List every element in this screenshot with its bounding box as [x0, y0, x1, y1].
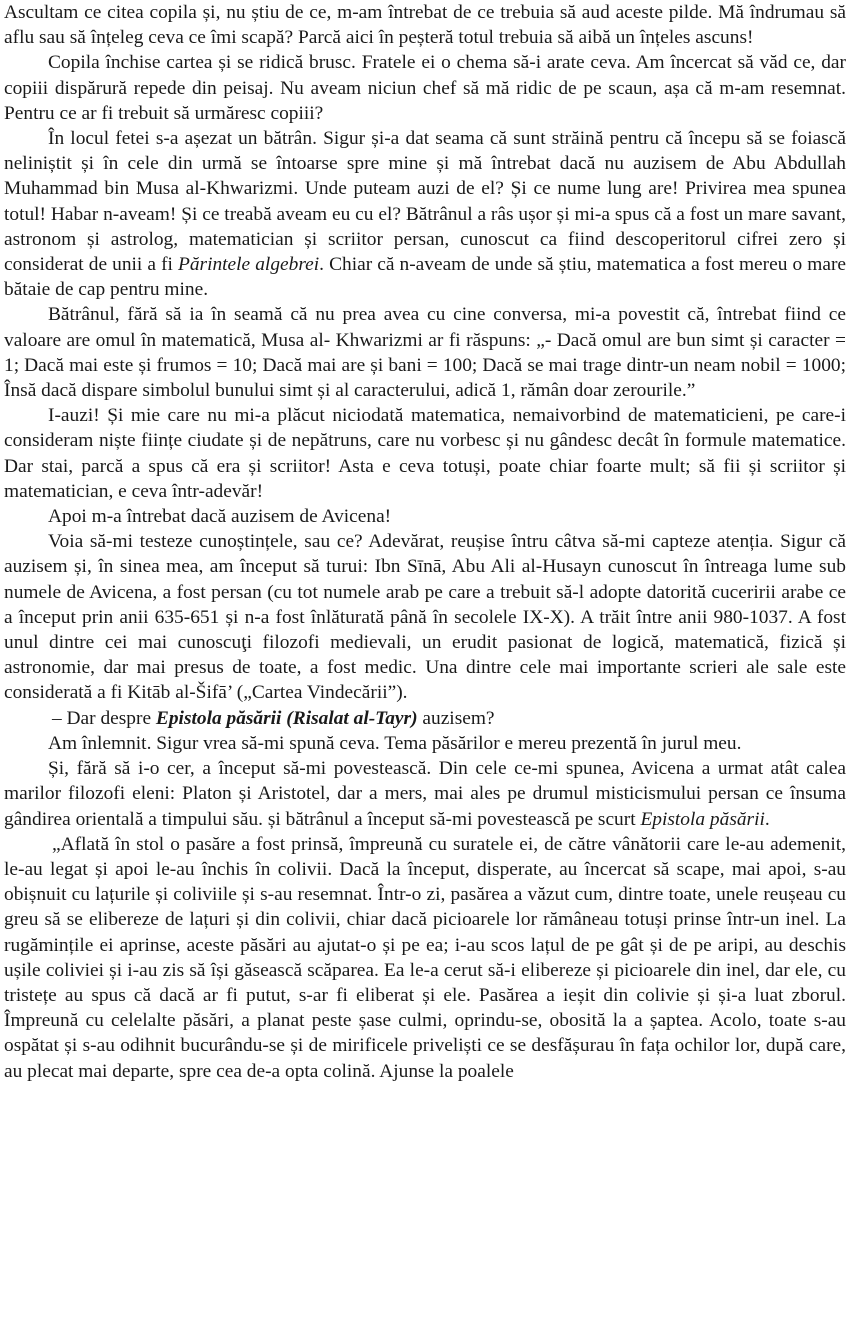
paragraph-6: Apoi m-a întrebat dacă auzisem de Avicena!	[48, 506, 392, 528]
paragraph-1: Ascultam ce citea copila și, nu știu de ce, m-am întrebat de ce trebuia să aud aceste pilde. Mă îndrumau să aflu sau să înțeleg ceva ce îmi scapă? Parcă aici în peșteră totul trebuia să aibă un înțeles ascuns!	[4, 2, 846, 49]
paragraph-8-text-b: auzisem?	[417, 707, 495, 729]
paragraph-9: Am înlemnit. Sigur vrea să-mi spună ceva. Tema păsărilor e mereu prezentă în jurul meu.	[48, 732, 742, 754]
paragraph-10-emphasis: Epistola păsării	[640, 808, 765, 830]
paragraph-5: I-auzi! Și mie care nu mi-a plăcut niciodată matematica, nemaivorbind de matematicieni, pe care-i consideram niște ființe ciudate și de nepătruns, care nu vorbesc și nu gândesc decât în formule matematice. Dar stai, parcă a spus că era și scriitor! Asta e ceva totuși, poate chiar foarte mult; să fii și scriitor și matematician, e ceva într-adevăr!	[4, 405, 846, 502]
paragraph-3-text-b: . Chiar că n-aveam de unde să știu, matematica a fost mereu o mare bătaie de cap pentru mine.	[4, 254, 847, 301]
paragraph-2: Copila închise cartea și se ridică brusc. Fratele ei o chema să-i arate ceva. Am încercat să văd ce, dar copiii dispărură repede din peisaj. Nu aveam niciun chef să mă ridic de pe scaun, așa că m-am resemnat. Pentru ce ar fi trebuit să urmăresc copiii?	[4, 52, 846, 124]
paragraph-10-text-a: Și, fără să i-o cer, a început să-mi povestească. Din cele ce-mi spunea, Avicena a urmat atât calea marilor filozofi eleni: Platon și Aristotel, dar a mers, mai ales pe drumul misticismului persan ce însuma gândirea orientală a timpului său. și bătrânul a început să-mi povestească pe scurt	[4, 758, 846, 830]
paragraph-10	[4, 756, 846, 832]
paragraph-10-text-b: .	[764, 808, 770, 830]
paragraph-11: „Aflată în stol o pasăre a fost prinsă, împreună cu suratele ei, de către vânătorii care le-au ademenit, le-au legat și apoi le-au închis în colivii. Dacă la început, disperate, au încercat să scape, mai apoi, s-au obișnuit cu lațurile și coliviile și s-au resemnat. Într-o zi, pasărea a văzut cum, dintre toate, unele reușeau cu greu să se elibereze de lațuri și din colivii, chiar dacă picioarele lor rămâneau totuși prinse într-un inel. La rugămințile ei aprinse, aceste păsări au ajutat-o și pe ea; i-au scos lațul de pe gât și de pe aripi, au deschis ușile coliviei și i-au zis să își găsească scăparea. Ea le-a cerut să-i elibereze și picioarele din inel, dar ele, cu tristețe au spus că dacă ar fi putut, s-ar fi eliberat și ele. Pasărea a ieșit din colivie și și-a luat zborul. Împreună cu celelalte păsări, a planat peste șase culmi, oprindu-se, obosită la a șaptea. Acolo, toate s-au ospătat și s-au odihnit bucurându-se și de mirificele priveliști ce se desfășurau în fața ochilor lor, după care, au plecat mai departe, spre cea de-a opta colină. Ajunse la poalele	[4, 833, 846, 1082]
paragraph-8-emphasis: Epistola păsării (Risalat al-Tayr)	[155, 707, 418, 729]
paragraph-3-emphasis: Părintele algebrei	[178, 254, 320, 276]
paragraph-7: Voia să-mi testeze cunoștințele, sau ce? Adevărat, reușise întru câtva să-mi capteze atenția. Sigur că auzisem și, în sinea mea, am început să turui: Ibn Sīnā, Abu Ali al-Husayn cunoscut în întreaga lume sub numele de Avicena, a fost persan (cu tot numele arab pe care a trebuit să-l adopte datorită cuceririi arabe ce a început prin anii 635-651 și n-a fost înlăturată până în secolele IX-X). A trăit între anii 980-1037. A fost unul dintre cei mai cunoscuţi filozofi medievali, un erudit pasionat de logică, matematică, fizică și astronomie, dar mai presus de toate, a fost medic. Una dintre cele mai importante scrieri ale sale este considerată a fi Kitāb al-Šifā’ („Cartea Vindecării”).	[4, 531, 846, 704]
paragraph-3-text-a: În locul fetei s-a așezat un bătrân. Sigur și-a dat seama că sunt străină pentru că începu să se foiască neliniștit și în cele din urmă se întoarse spre mine și mă întrebat dacă nu auzisem de Abu Abdullah Muhammad bin Musa al-Khwarizmi. Unde puteam auzi de el? Și ce nume lung are! Privirea mea spunea totul! Habar n-aveam! Și ce treabă aveam eu cu el? Bătrânul a râs ușor și mi-a spus că a fost un mare savant, astronom și astrolog, matematician și scriitor persan, cunoscut ca fiind descoperitorul cifrei zero și considerat de unii a fi	[4, 128, 846, 276]
paragraph-4: Bătrânul, fără să ia în seamă că nu prea avea cu cine conversa, mi-a povestit că, întrebat fiind ce valoare are omul în matematică, Musa al- Khwarizmi ar fi răspuns: „- Dacă omul are bun simt și caracter = 1; Dacă mai este și frumos = 10; Dacă mai are și bani = 100; Dacă se mai trage dintr-un neam nobil = 1000; Însă dacă dispare simbolul bunului simt și al caracterului, adică 1, rămân doar zerourile.”	[4, 304, 846, 402]
paragraph-8	[4, 706, 846, 731]
paragraph-3	[4, 126, 846, 302]
paragraph-8-text-a: – Dar despre	[52, 707, 156, 729]
